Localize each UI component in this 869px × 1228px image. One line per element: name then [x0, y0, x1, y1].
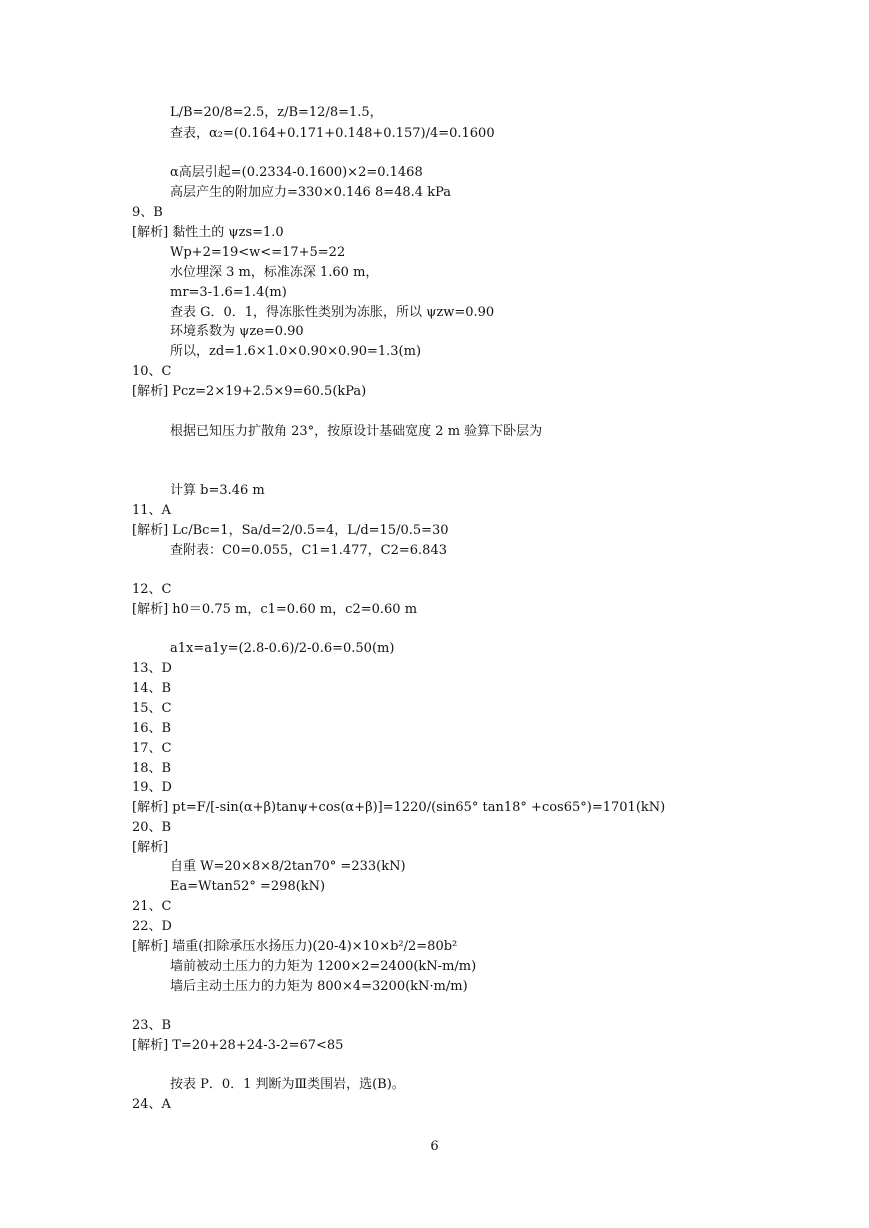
- answer-line: 9、B: [132, 205, 163, 220]
- analysis-line: [解析] 黏性土的 ψzs=1.0: [132, 225, 284, 240]
- answer-line: 13、D: [132, 661, 172, 676]
- answer-line: 11、A: [132, 503, 171, 518]
- text-line: α高层引起=(0.2334-0.1600)×2=0.1468: [170, 165, 423, 180]
- answer-line: 21、C: [132, 899, 172, 914]
- text-line: 水位埋深 3 m，标准冻深 1.60 m，: [170, 265, 379, 280]
- answer-line: 15、C: [132, 701, 172, 716]
- answer-line: 22、D: [132, 919, 172, 934]
- answer-line: 19、D: [132, 780, 172, 795]
- text-line: 所以，zd=1.6×1.0×0.90×0.90=1.3(m): [170, 344, 422, 359]
- text-line: 高层产生的附加应力=330×0.146 8=48.4 kPa: [170, 185, 451, 200]
- text-line: 查表，α₂=(0.164+0.171+0.148+0.157)/4=0.1600: [170, 126, 495, 141]
- text-line: 自重 W=20×8×8/2tan70° =233(kN): [170, 859, 406, 874]
- text-line: L/B=20/8=2.5，z/B=12/8=1.5，: [170, 105, 383, 120]
- analysis-line: [解析] Lc/Bc=1，Sa/d=2/0.5=4，L/d=15/0.5=30: [132, 523, 449, 538]
- text-line: 查表 G．0．1，得冻胀性类别为冻胀，所以 ψzw=0.90: [170, 305, 495, 320]
- text-line: 墙前被动土压力的力矩为 1200×2=2400(kN-m/m): [170, 959, 477, 974]
- text-line: 查附表：C0=0.055，C1=1.477，C2=6.843: [170, 543, 447, 558]
- text-line: 环境系数为 ψze=0.90: [170, 324, 304, 339]
- analysis-line: [解析] 墙重(扣除承压水扬压力)(20-4)×10×b²/2=80b²: [132, 939, 458, 954]
- page-number: 6: [430, 1139, 439, 1154]
- text-line: 根据已知压力扩散角 23°，按原设计基础宽度 2 m 验算下卧层为: [170, 424, 543, 439]
- answer-line: 12、C: [132, 582, 172, 597]
- text-line: 墙后主动土压力的力矩为 800×4=3200(kN·m/m): [170, 979, 468, 994]
- text-line: Ea=Wtan52° =298(kN): [170, 879, 326, 894]
- text-line: mr=3-1.6=1.4(m): [170, 285, 287, 300]
- answer-line: 18、B: [132, 761, 172, 776]
- text-line: 计算 b=3.46 m: [170, 483, 265, 498]
- text-line: 按表 P．0．1 判断为Ⅲ类围岩，选(B)。: [170, 1077, 405, 1092]
- analysis-line: [解析]: [132, 840, 169, 855]
- analysis-line: [解析] h0＝0.75 m，c1=0.60 m，c2=0.60 m: [132, 602, 418, 617]
- text-line: a1x=a1y=(2.8-0.6)/2-0.6=0.50(m): [170, 641, 395, 656]
- answer-line: 17、C: [132, 741, 172, 756]
- answer-line: 20、B: [132, 820, 172, 835]
- answer-line: 24、A: [132, 1097, 171, 1112]
- answer-line: 23、B: [132, 1018, 172, 1033]
- answer-line: 14、B: [132, 681, 172, 696]
- answer-line: 10、C: [132, 364, 172, 379]
- analysis-line: [解析] Pcz=2×19+2.5×9=60.5(kPa): [132, 384, 367, 399]
- answer-line: 16、B: [132, 721, 172, 736]
- text-line: Wp+2=19<w<=17+5=22: [170, 245, 346, 260]
- analysis-line: [解析] pt=F/[-sin(α+β)tanψ+cos(α+β)]=1220/(sin65° tan18° +cos65°)=1701(kN): [132, 800, 666, 815]
- analysis-line: [解析] T=20+28+24-3-2=67<85: [132, 1038, 344, 1053]
